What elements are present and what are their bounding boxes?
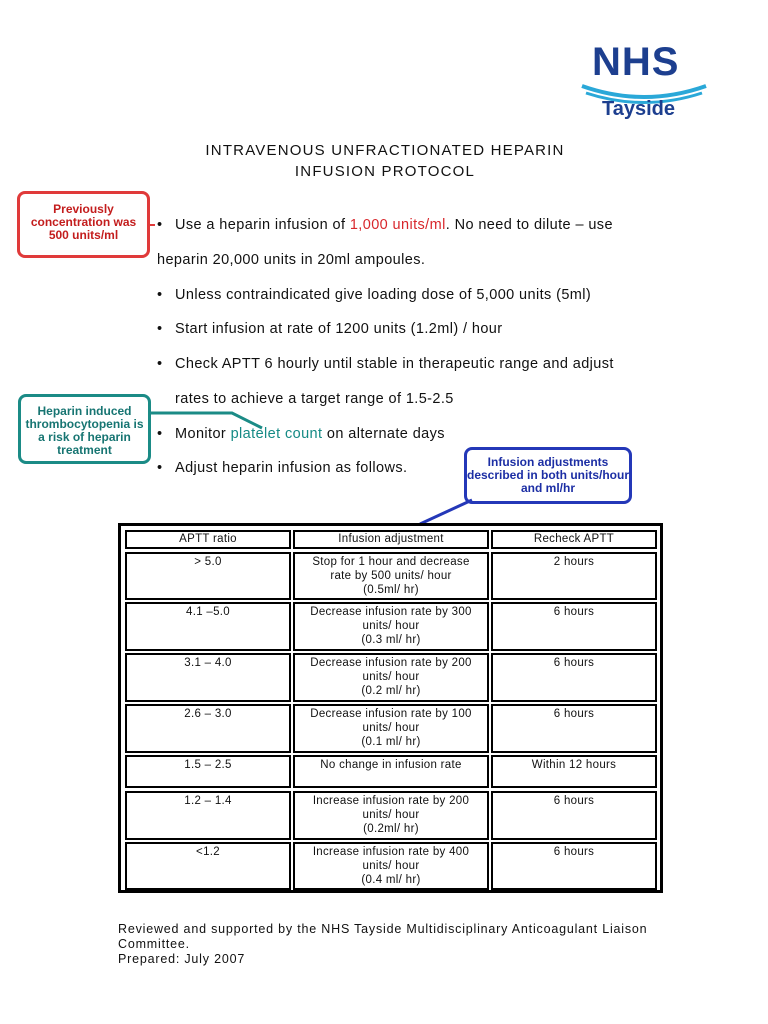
bullet-4: • Check APTT 6 hourly until stable in therapeutic range and adjust [157,356,614,372]
row-7-recheck: 6 hours [491,842,657,890]
row-5-ratio: 1.5 – 2.5 [125,755,291,788]
row-3-ratio: 3.1 – 4.0 [125,653,291,702]
blue-connector [420,500,472,524]
concentration-highlight: 1,000 units/ml [349,217,446,233]
footer-line-2: Committee. [118,937,190,951]
row-6-adjustment: Increase infusion rate by 200 units/ hour (0.2ml/ hr) [293,791,489,840]
row-7-ratio: <1.2 [125,842,291,890]
row-7-adjustment: Increase infusion rate by 400 units/ hour (0.4 ml/ hr) [293,842,489,890]
row-1-recheck: 2 hours [491,552,657,600]
row-1-adjustment: Stop for 1 hour and decrease rate by 500 units/ hour (0.5ml/ hr) [293,552,489,600]
footer-line-1: Reviewed and supported by the NHS Tayside Multidisciplinary Anticoagulant Liaison [118,922,648,936]
title-line-2: INFUSION PROTOCOL [294,163,476,180]
bullet-5: • Monitor platelet count on alternate days [157,426,445,442]
row-5-recheck: Within 12 hours [491,755,657,788]
row-6-ratio: 1.2 – 1.4 [125,791,291,840]
row-4-recheck: 6 hours [491,704,657,753]
callout-adjustments: Infusion adjustments described in both units/hour and ml/hr [464,447,632,504]
row-6-recheck: 6 hours [491,791,657,840]
bullet-3: • Start infusion at rate of 1200 units (1.2ml) / hour [157,321,503,337]
row-4-ratio: 2.6 – 3.0 [125,704,291,753]
row-3-adjustment: Decrease infusion rate by 200 units/ hour (0.2 ml/ hr) [293,653,489,702]
header-recheck-aptt: Recheck APTT [491,530,657,549]
bullet-2: • Unless contraindicated give loading dose of 5,000 units (5ml) [157,287,592,303]
header-infusion-adjustment: Infusion adjustment [293,530,489,549]
row-2-recheck: 6 hours [491,602,657,651]
bullet-1: • Use a heparin infusion of 1,000 units/ml. No need to dilute – use [157,217,613,233]
nhs-tayside-logo [580,40,710,125]
footer-line-3: Prepared: July 2007 [118,952,246,966]
adjustment-table [118,523,663,893]
row-3-recheck: 6 hours [491,653,657,702]
row-2-adjustment: Decrease infusion rate by 300 units/ hour (0.3 ml/ hr) [293,602,489,651]
logo-org: NHS [592,40,680,84]
bullet-6: • Adjust heparin infusion as follows. [157,460,408,476]
row-5-adjustment: No change in infusion rate [293,755,489,788]
bullet-4-continued: rates to achieve a target range of 1.5-2.5 [175,391,454,407]
row-4-adjustment: Decrease infusion rate by 100 units/ hour (0.1 ml/ hr) [293,704,489,753]
platelet-highlight: platelet count [230,426,323,442]
header-aptt-ratio: APTT ratio [125,530,291,549]
callout-thrombocytopenia: Heparin induced thrombocytopenia is a risk of heparin treatment [18,394,151,464]
row-2-ratio: 4.1 –5.0 [125,602,291,651]
title-line-1: INTRAVENOUS UNFRACTIONATED HEPARIN [205,142,565,159]
bullet-1-continued: heparin 20,000 units in 20ml ampoules. [157,252,426,268]
logo-region: Tayside [602,98,675,120]
callout-previous-concentration: Previously concentration was 500 units/ml [17,191,150,258]
row-1-ratio: > 5.0 [125,552,291,600]
